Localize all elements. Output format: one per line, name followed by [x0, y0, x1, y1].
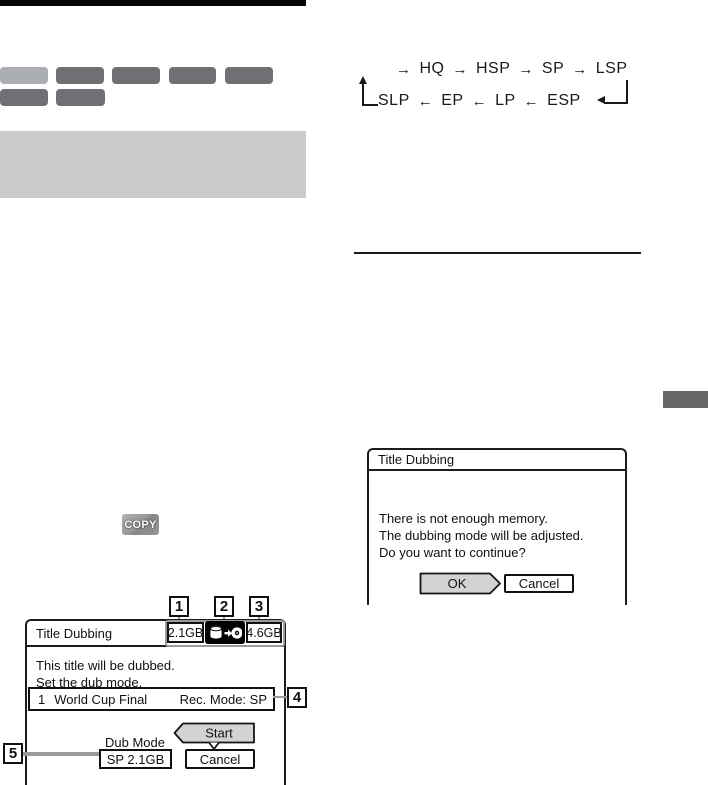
dialog-title: Title Dubbing [378, 452, 455, 467]
title-number: 1 [38, 691, 46, 707]
mode-label-lsp: LSP [595, 60, 628, 77]
mode-label-esp: ESP [547, 92, 581, 109]
callout-1 [169, 596, 189, 617]
callout-2 [214, 596, 234, 617]
placeholder-button [225, 67, 273, 84]
placeholder-button [56, 67, 104, 84]
page-edge-tab [663, 391, 708, 408]
cycle-connector-right [604, 80, 628, 104]
start-button[interactable] [173, 722, 257, 751]
mode-cycle-bottom-row [378, 92, 581, 110]
section-banner [0, 131, 306, 198]
mode-label-hq: HQ [419, 60, 445, 77]
message-line: The dubbing mode will be adjusted. [379, 528, 584, 543]
message-line: There is not enough memory. [379, 511, 548, 526]
rec-mode-value: Rec. Mode: SP [179, 691, 267, 707]
dub-mode-value-box[interactable]: SP 2.1GB [99, 749, 172, 769]
message-line: This title will be dubbed. [36, 658, 175, 673]
copy-button[interactable] [122, 514, 159, 535]
dialog-message [36, 657, 175, 691]
cancel-button[interactable]: Cancel [185, 749, 255, 769]
message-line: Set the dub mode. [36, 675, 143, 690]
placeholder-button [112, 67, 160, 84]
section-divider [354, 252, 641, 254]
placeholder-button [0, 67, 48, 84]
hdd-to-dvd-icon [205, 621, 245, 644]
memory-warning-dialog [367, 448, 627, 605]
page-header-bar [0, 0, 306, 6]
callout-number: 5 [8, 745, 18, 762]
dialog-message [379, 510, 584, 561]
arrow-left-icon: ← [417, 92, 434, 110]
mode-cycle-top-row [396, 60, 628, 78]
arrow-up-icon [359, 76, 367, 84]
message-line: Do you want to continue? [379, 545, 526, 560]
arrow-left-icon: ← [523, 92, 540, 110]
title-name: World Cup Final [54, 691, 148, 707]
placeholder-button [0, 89, 48, 106]
mode-label-lp: LP [495, 92, 516, 109]
mode-label-hsp: HSP [476, 60, 511, 77]
cycle-connector-left [362, 84, 378, 106]
title-dubbing-dialog [25, 619, 286, 785]
start-button-label: Start [205, 725, 233, 741]
title-list-row[interactable] [28, 687, 275, 711]
arrow-right-icon: → [572, 60, 588, 78]
dialog-title: Title Dubbing [36, 625, 113, 641]
cancel-button[interactable]: Cancel [504, 574, 574, 593]
placeholder-button [56, 89, 105, 106]
dialog-titlebar [27, 621, 284, 647]
callout-number: 1 [174, 598, 184, 615]
placeholder-button [169, 67, 216, 84]
arrow-left-icon [597, 96, 605, 104]
arrow-right-icon: → [396, 60, 412, 78]
source-size-box: 2.1GB [167, 622, 204, 643]
arrow-right-icon: → [518, 60, 534, 78]
callout-4 [287, 687, 307, 708]
ok-button[interactable] [419, 572, 503, 595]
mode-label-slp: SLP [378, 92, 410, 109]
ok-button-label: OK [447, 576, 467, 591]
callout-number: 2 [219, 598, 229, 615]
mode-label-ep: EP [441, 92, 464, 109]
mode-label-sp: SP [541, 60, 565, 77]
dest-size-box: 4.6GB [246, 622, 282, 643]
copy-button-label: COPY [124, 518, 157, 531]
callout-5 [3, 743, 23, 764]
callout-3 [249, 596, 269, 617]
rec-mode-cycle-diagram [354, 48, 654, 118]
arrow-right-icon: → [452, 60, 468, 78]
callout-number: 4 [292, 689, 302, 706]
dialog-titlebar [369, 450, 625, 471]
arrow-left-icon: ← [471, 92, 488, 110]
callout-connector [21, 752, 99, 756]
callout-number: 3 [254, 598, 264, 615]
dub-mode-label: Dub Mode [105, 735, 165, 750]
